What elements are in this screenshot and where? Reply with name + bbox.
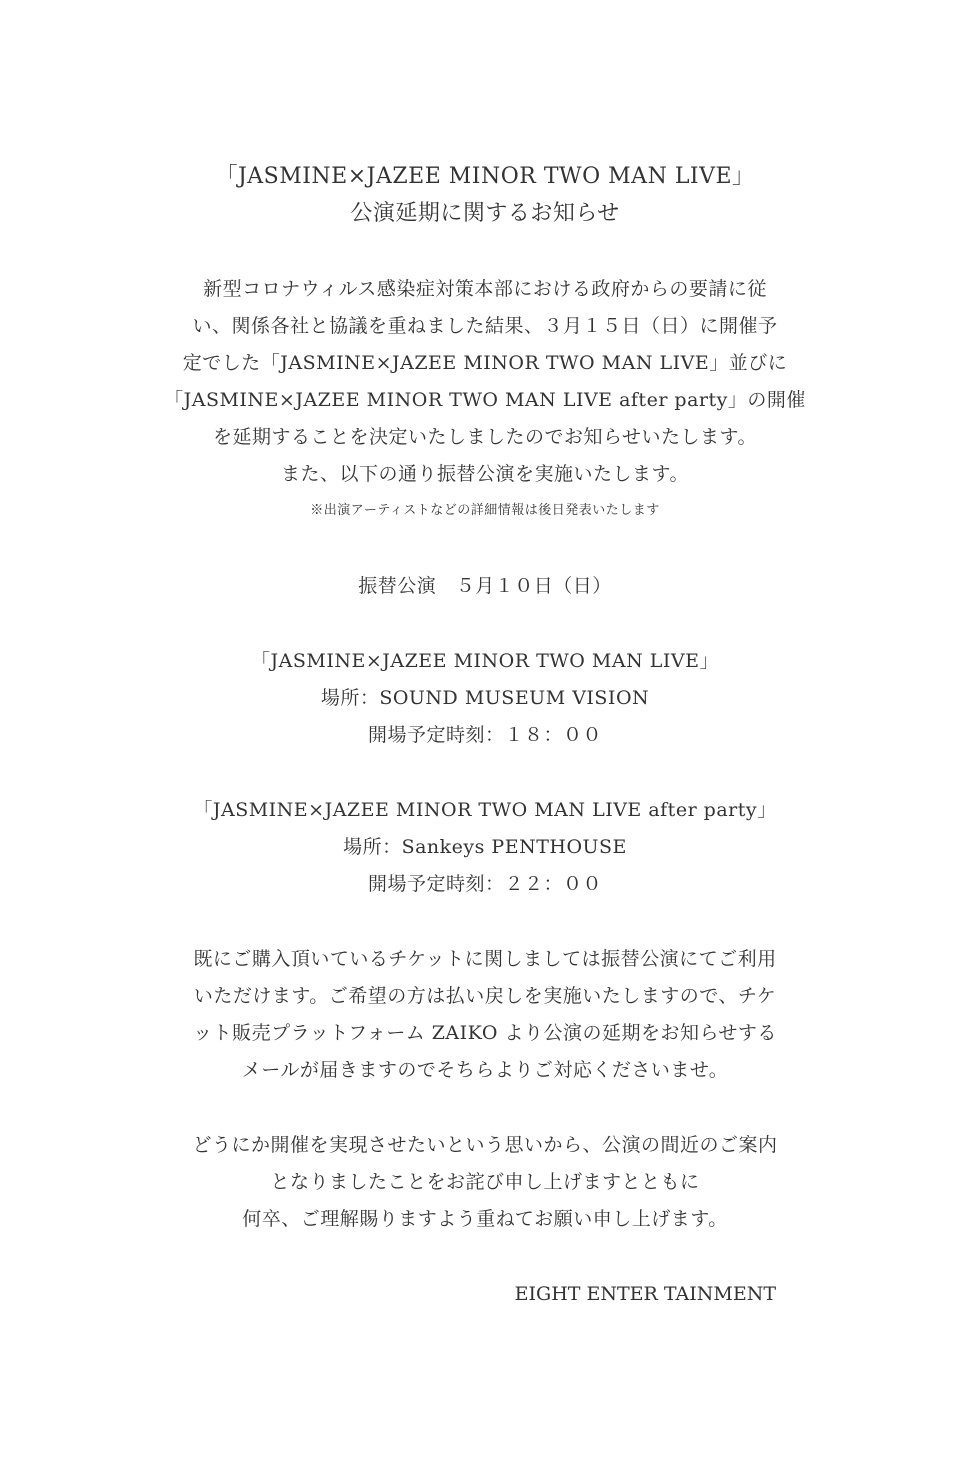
- event1-venue: 場所：SOUND MUSEUM VISION: [320, 687, 650, 709]
- ticket-line: いただけます。ご希望の方は払い戻しを実施いたしますので、チケ: [193, 985, 777, 1007]
- artist-info-note: ※出演アーティストなどの詳細情報は後日発表いたします: [310, 503, 660, 518]
- intro-line: また、以下の通り振替公演を実施いたします。: [281, 463, 689, 485]
- event1-time: 開場予定時刻：１８：００: [367, 724, 602, 746]
- apology-line: 何卒、ご理解賜りますよう重ねてお願い申し上げます。: [242, 1208, 728, 1230]
- organizer-signature: EIGHT ENTER TAINMENT: [514, 1283, 776, 1305]
- ticket-line: ット販売プラットフォーム ZAIKO より公演の延期をお知らせする: [193, 1022, 777, 1044]
- intro-line: を延期することを決定いたしましたのでお知らせいたします。: [213, 426, 757, 448]
- intro-line: 新型コロナウィルス感染症対策本部における政府からの要請に従: [203, 278, 767, 300]
- intro-line: 定でした「JASMINE×JAZEE MINOR TWO MAN LIVE」並びに: [182, 352, 788, 374]
- announcement-title: 「JASMINE×JAZEE MINOR TWO MAN LIVE」: [215, 164, 755, 189]
- event2-name: 「JASMINE×JAZEE MINOR TWO MAN LIVE after party」: [193, 799, 777, 821]
- rescheduled-date: 振替公演 ５月１０日（日）: [358, 575, 612, 597]
- ticket-line: 既にご購入頂いているチケットに関しましては振替公演にてご利用: [193, 948, 777, 970]
- announcement-subtitle: 公演延期に関するお知らせ: [350, 201, 620, 226]
- intro-line: い、関係各社と協議を重ねました結果、３月１５日（日）に開催予: [192, 315, 778, 337]
- ticket-line: メールが届きますのでそちらよりご対応くださいませ。: [241, 1059, 729, 1081]
- event1-name: 「JASMINE×JAZEE MINOR TWO MAN LIVE」: [251, 650, 719, 672]
- apology-line: となりましたことをお詫び申し上げますとともに: [270, 1171, 700, 1193]
- event2-time: 開場予定時刻：２２：００: [367, 873, 602, 895]
- intro-line: 「JASMINE×JAZEE MINOR TWO MAN LIVE after party」の開催: [164, 389, 806, 411]
- apology-line: どうにか開催を実現させたいという思いから、公演の間近のご案内: [192, 1134, 778, 1156]
- event2-venue: 場所：Sankeys PENTHOUSE: [343, 836, 627, 858]
